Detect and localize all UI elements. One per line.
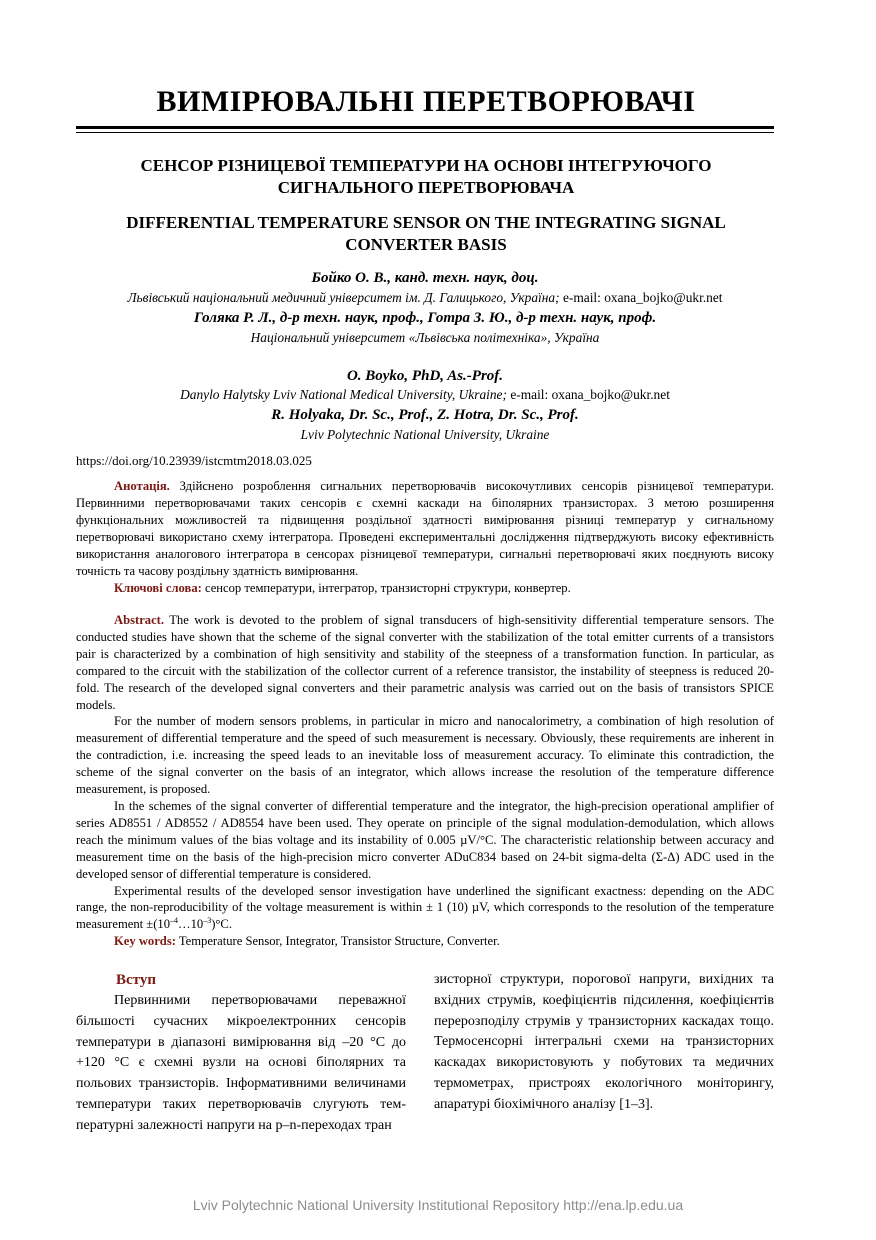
abstract-paragraph-1	[76, 612, 774, 713]
abstract-label: Abstract.	[114, 613, 165, 627]
affiliation-en-2: Lviv Polytechnic National University, Ukraine	[300, 427, 550, 442]
author-en-2: R. Holyaka, Dr. Sc., Prof., Z. Hotra, Dr. Sc., Prof.	[271, 407, 579, 423]
title-uk-line2: СИГНАЛЬНОГО ПЕРЕТВОРЮВАЧА	[277, 178, 575, 197]
keywords-uk-label: Ключові слова:	[114, 581, 202, 596]
affiliation-en-1	[60, 386, 790, 404]
article-title-uk	[76, 155, 776, 199]
title-en-line1: DIFFERENTIAL TEMPERATURE SENSOR ON THE INTEGRATING SIGNAL	[126, 213, 726, 232]
annotation-block	[76, 478, 774, 597]
exponent-1: –4	[170, 916, 178, 926]
intro-heading: Вступ	[116, 972, 156, 988]
abstract-p4-end: )°C.	[211, 917, 232, 932]
title-uk-line1: СЕНСОР РІЗНИЦЕВОЇ ТЕМПЕРАТУРИ НА ОСНОВІ ІНТЕГРУЮЧОГО	[140, 156, 712, 175]
abstract-p1-text: The work is devoted to the problem of signal transducers of high-sensitivity differential temperature sensors. The conducted studies have shown that the scheme of the signal converter with the stabilization of the total emitter currents of a transistors pair is characterized by a combination of high sensitivity and stability of the steepness of a transformation function. In particular, as compared to the circuit with the stabilization of the collector current of a reference transistor, the instability of steepness is reduced 20-fold. The research of the developed signal converters and their parametric analysis was carried out on the basis of transistors SPICE models.	[76, 613, 774, 712]
keywords-en-text: Temperature Sensor, Integrator, Transistor Structure, Converter.	[178, 934, 500, 949]
keywords-en-label: Key words:	[114, 934, 176, 949]
annotation-text: Здійснено розроблення сигнальних перетворювачів високочутливих сенсорів різницевої температури. Первинними перетворювачами таких сенсорів є схемні каскади на біполярних транзисторах. З метою розширення функціональних можливостей та підвищення роздільної здатності вимірювання різниці температур у сигнальному перетворювачі використано схему інтегратора. Проведені експериментальні дослідження підтверджують високу ефективність використання аналогового інтегратора в сенсорах різницевої температури, сигнальні перетворювачі яких поєднують високу точність та часову роздільну здатність вимірювання.	[76, 479, 774, 578]
affiliation-uk-1-text: Львівський національний медичний університет ім. Д. Галицького, Україна;	[127, 290, 560, 305]
author-uk-1: Бойко О. В., канд. техн. наук, доц.	[311, 270, 539, 286]
abstract-block	[76, 612, 774, 950]
title-en-line2: CONVERTER BASIS	[345, 235, 507, 254]
abstract-paragraph-3: In the schemes of the signal converter of differential temperature and the integrator, the high-precision operational amplifier of series AD8551 / AD8552 / AD8554 have been used. They operate on principle of the signal modulation-demodulation, which allows reach the minimum values of the bias voltage and its instability of 0.005 µV/°C. The characteristic relationship between accuracy and measurement time on the basis of the high-precision micro converter ADuC834 based on 24-bit sigma-delta (Σ-Δ) ADC used in the developed sensor of differential temperature is considered.	[76, 798, 774, 881]
intro-left-column	[76, 970, 406, 1137]
repository-footer: Lviv Polytechnic National University Institutional Repository http://ena.lp.edu.ua	[192, 1197, 684, 1213]
abstract-p4-mid: …10	[178, 917, 204, 932]
author-en-1: O. Boyko, PhD, As.-Prof.	[346, 368, 504, 384]
affiliation-uk-2: Національний університет «Львівська політехніка», Україна	[250, 330, 600, 345]
keywords-uk-text: сенсор температури, інтегратор, транзисторні структури, конвертер.	[204, 581, 571, 596]
header-rule-thick	[76, 126, 774, 129]
annotation-label: Анотація.	[114, 479, 170, 493]
keywords-uk	[76, 580, 774, 597]
keywords-en	[76, 933, 774, 950]
section-title: ВИМІРЮВАЛЬНІ ПЕРЕТВОРЮВАЧІ	[156, 85, 696, 118]
abstract-p4-text: Experimental results of the developed sensor investigation have underlined the significant exactness: depending on the ADC range, the non-reproducibility of the voltage measurement is within ± 1 (10) µV, which corresponds to the resolution of the temperature measurement ±(10	[76, 883, 774, 932]
article-title-en	[76, 212, 776, 256]
exponent-2: –3	[203, 916, 212, 926]
header-rule-thin	[76, 132, 774, 133]
intro-right-text: зисторної структури, порогової напруги, вихідних та вхідних струмів, коефіцієнтів підсилення, коефіцієнтів перерозподілу струмів у транзисторних каскадах тощо. Термосенсорні інтегральні схеми на транзисторних каскадах використовують у побутових та медичних термометрах, пристроях екологічного моніторингу, апаратурі біохімічного аналізу [1–3].	[434, 972, 774, 1112]
intro-right-column	[434, 970, 774, 1116]
annotation-paragraph	[76, 478, 774, 579]
intro-left-text: Первинними перетворювачами переважної більшості сучасних мікроелектронних сенсорів температури в діапазоні вимірювання від –20 °С до +120 °С є схемні вузли на основі біполярних та польових транзисторів. Інформативними величинами температури таких перетворювачів слугують температурні залежності напруги на p–n-переходах тран	[76, 993, 406, 1133]
affiliation-en-1-text: Danylo Halytsky Lviv National Medical University, Ukraine;	[180, 387, 507, 402]
abstract-paragraph-2: For the number of modern sensors problems, in particular in micro and nanocalorimetry, a combination of high resolution of measurement of differential temperature and the speed of such measurement is necessary. Obviously, these requirements are inherent in the contradiction, i.e. increasing the speed leads to an inevitable loss of measurement accuracy. To eliminate this contradiction, the scheme of the signal converter on the basis of an integrator, which allows increase the resolution of the temperature difference measurement, is proposed.	[76, 714, 774, 797]
email-en-1[interactable]: e-mail: oxana_bojko@ukr.net	[510, 387, 670, 402]
affiliation-uk-1	[60, 289, 790, 307]
author-uk-2: Голяка Р. Л., д-р техн. наук, проф., Готра З. Ю., д-р техн. наук, проф.	[193, 310, 657, 326]
abstract-paragraph-4	[76, 883, 774, 934]
email-uk-1[interactable]: e-mail: oxana_bojko@ukr.net	[562, 290, 723, 305]
doi-link[interactable]: https://doi.org/10.23939/istcmtm2018.03.025	[76, 453, 312, 468]
